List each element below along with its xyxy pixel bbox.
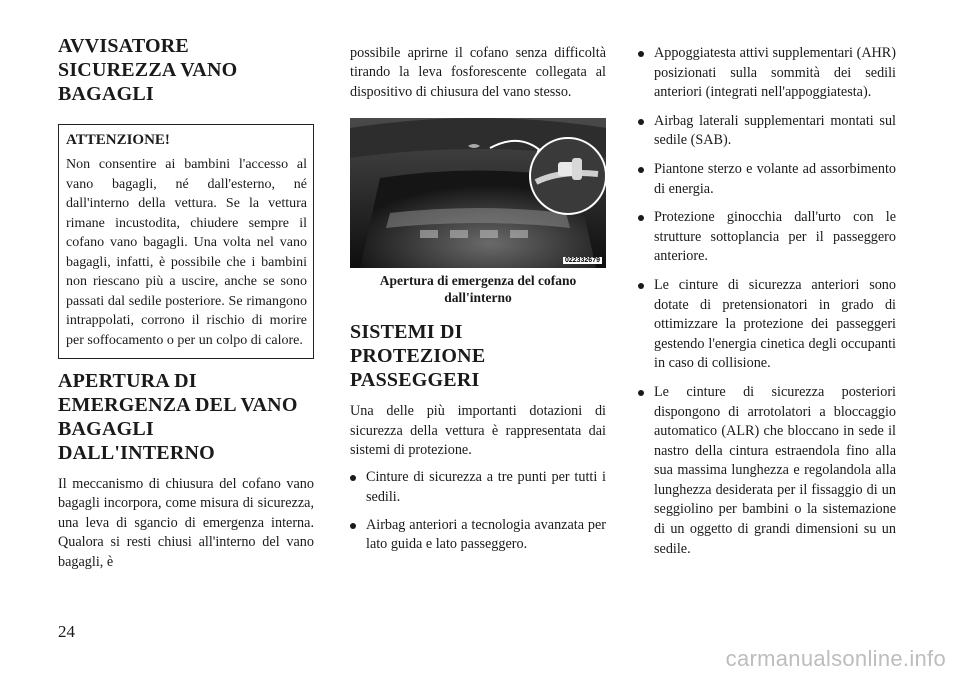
column-middle: [350, 44, 606, 563]
trunk-release-photo: [350, 118, 606, 268]
bullet-icon: [638, 167, 644, 173]
list-item: Protezione ginocchia dall'urto con le strutture sottoplancia per il passeggero anteriore.: [638, 208, 896, 267]
bullet-icon: [638, 283, 644, 289]
continued-text: possibile aprirne il cofano senza difficoltà tirando la leva fosforescente collegata al dispositivo di chiusura del vano stesso.: [350, 45, 606, 100]
page-title: AVVISATORE SICUREZZA VANO BAGAGLI: [58, 35, 238, 105]
warning-box: [58, 124, 314, 359]
column-right: [638, 44, 896, 568]
warning-text: Non consentire ai bambini l'accesso al vano bagagli, né dall'esterno, né dall'interno della vettura. Se la vettura rimane incustodita, chiudere sempre il cofano vano bagagli. Una volta nel vano bagagli, infatti, è possibile che i bambini non riescano più a uscire, anche se sono passati dal sedile posteriore. Se rimangono intrappolati, corrono il rischio di morire per soffocamento o per un colpo di calore.: [66, 157, 307, 348]
section-intro: Una delle più importanti dotazioni di sicurezza della vettura è rappresentata dai sistemi di protezione.: [350, 403, 606, 459]
list-item: Piantone sterzo e volante ad assorbimento di energia.: [638, 160, 896, 199]
bullet-icon: [350, 523, 356, 529]
bullet-icon: [638, 215, 644, 221]
warning-title: ATTENZIONE!: [66, 132, 170, 148]
protection-list-part2: [638, 44, 896, 559]
list-item: Airbag laterali supplementari montati sul sedile (SAB).: [638, 112, 896, 151]
list-item: Cinture di sicurezza a tre punti per tutti i sedili.: [350, 468, 606, 507]
list-item: Le cinture di sicurezza posteriori dispongono di arrotolatori a bloccaggio automatico (ALR) che bloccano in sede il nastro della cintura estraendola fino alla sua massima lunghezza e regolandola alla lunghezza desiderata per il fissaggio di un seggiolino per bambini o la sistemazione di un oggetto di grandi dimensioni su un sedile.: [638, 383, 896, 559]
trunk-interior-illustration: [350, 118, 606, 268]
section-title-occupant-protection: SISTEMI DI PROTEZIONE PASSEGGERI: [350, 321, 486, 392]
bullet-icon: [638, 51, 644, 57]
section-title-emergency-release: APERTURA DI EMERGENZA DEL VANO BAGAGLI DALL'INTERNO: [58, 370, 298, 464]
list-item: Le cinture di sicurezza anteriori sono dotate di pretensionatori in grado di ottimizzare la protezione dei passeggeri gestendo l'energia cinetica degli occupanti in caso di collisione.: [638, 276, 896, 374]
bullet-icon: [638, 119, 644, 125]
figure-code: 022332679: [564, 257, 600, 265]
section-text-emergency-release: Il meccanismo di chiusura del cofano vano bagagli incorpora, come misura di sicurezza, una leva di sgancio di emergenza interna. Qualora si resti chiusi all'interno del vano bagagli, è: [58, 476, 314, 570]
page-number: 24: [58, 622, 75, 641]
bullet-icon: [350, 475, 356, 481]
figure-caption: Apertura di emergenza del cofano dall'interno: [379, 273, 577, 306]
list-item: Airbag anteriori a tecnologia avanzata per lato guida e lato passeggero.: [350, 516, 606, 555]
list-item: Appoggiatesta attivi supplementari (AHR) posizionati sulla sommità dei sedili anteriori (integrati nell'appoggiatesta).: [638, 44, 896, 103]
watermark[interactable]: carmanualsonline.info: [725, 646, 946, 671]
column-left: [58, 34, 314, 572]
protection-list-part1: [350, 468, 606, 554]
bullet-icon: [638, 390, 644, 396]
